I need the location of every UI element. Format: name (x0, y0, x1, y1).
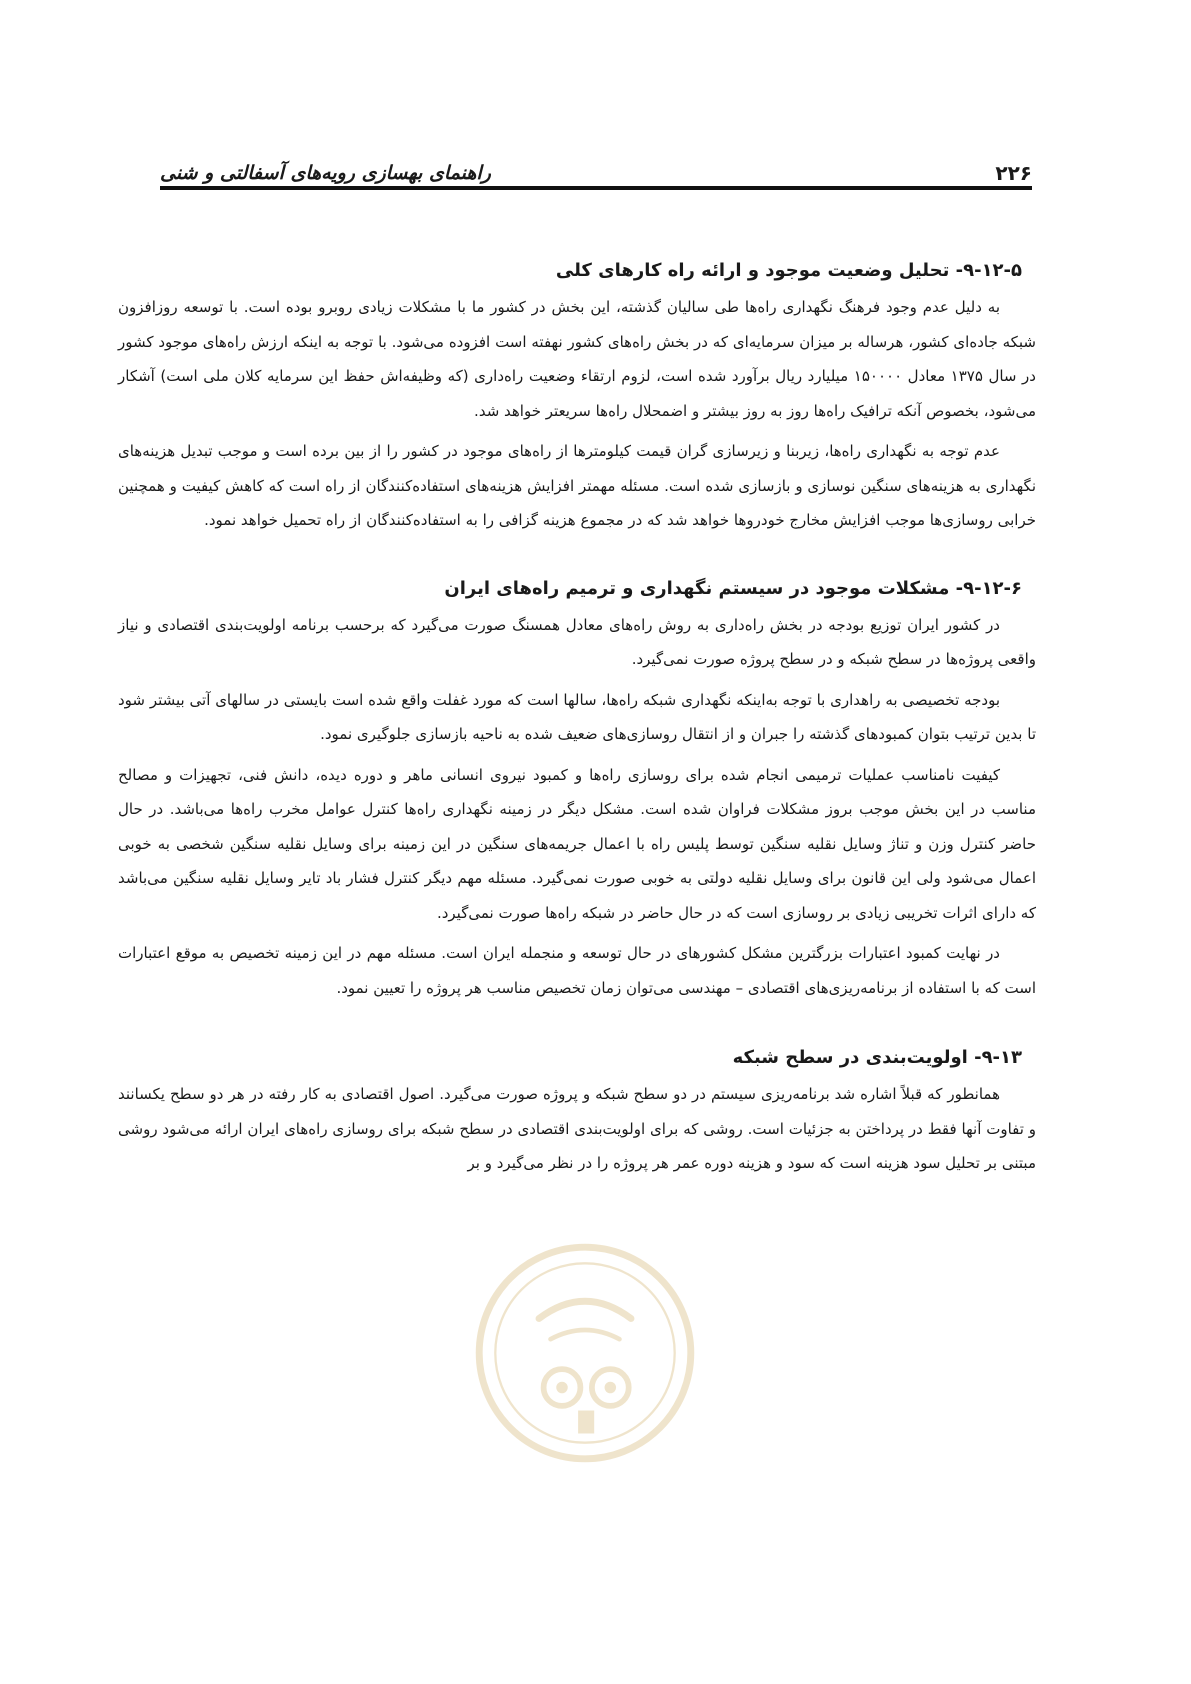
paragraph: همانطور که قبلاً اشاره شد برنامه‌ریزی سیستم در دو سطح شبکه و پروژه صورت می‌گیرد. اصول اقتصادی به کار رفته در هر دو سطح یکسانند و تفاوت آنها فقط در پرداختن به جزئیات است. روشی که برای اولویت‌بندی اقتصادی در سطح شبکه برای روسازی راه‌های ایران ارائه می‌شود روشی مبتنی بر تحلیل سود هزینه است که سود و هزینه دوره عمر هر پروژه را در نظر می‌گیرد و بر (118, 1085, 1036, 1172)
section-heading: ۹-۱۲-۵- تحلیل وضعیت موجود و ارائه راه کارهای کلی (555, 260, 1022, 281)
section-spacer (118, 544, 1036, 574)
page-body (118, 256, 1036, 1187)
header-rule (160, 186, 1032, 190)
seal-watermark-icon (470, 1238, 700, 1468)
section-spacer (118, 1011, 1036, 1043)
section-heading: ۹-۱۲-۶- مشکلات موجود در سیستم نگهداری و ترمیم راه‌های ایران (444, 577, 1022, 599)
paragraph: کیفیت نامناسب عملیات ترمیمی انجام شده برای روسازی راه‌ها و کمبود نیروی انسانی ماهر و دوره دیده، دانش فنی، تجهیزات و مصالح مناسب در این بخش موجب بروز مشکلات فراوان شده است. مشکل دیگر در زمینه نگهداری راه‌ها کنترل عوامل مخرب راه‌ها می‌باشد. در حال حاضر کنترل وزن و تناژ وسایل نقلیه سنگین توسط پلیس راه با اعمال جریمه‌های سنگین در این زمینه برای وسایل نقلیه سنگین شخصی به خوبی اعمال می‌شود ولی این قانون برای وسایل نقلیه دولتی به خوبی صورت نمی‌گیرد. مسئله مهم دیگر کنترل فشار باد تایر وسایل نقلیه سنگین می‌باشد که دارای اثرات تخریبی زیادی بر روسازی است که در حال حاضر در شبکه راه‌ها صورت نمی‌گیرد. (118, 765, 1036, 922)
paragraph: بودجه تخصیصی به راهداری با توجه به‌اینکه نگهداری شبکه راه‌ها، سالها است که مورد غفلت واقع شده است بایستی در سالهای آتی بیشتر شود تا بدین ترتیب بتوان کمبودهای گذشته را جبران و از انتقال روسازی‌های ضعیف شده به ناحیه بازسازی جلوگیری نمود. (118, 690, 1036, 743)
paragraph: در کشور ایران توزیع بودجه در بخش راه‌داری به روش راه‌های معادل همسنگ صورت می‌گیرد که برحسب برنامه اولویت‌بندی اقتصادی و نیاز واقعی پروژه‌ها در سطح شبکه و در سطح پروژه صورت نمی‌گیرد. (118, 615, 1036, 668)
paragraph: عدم توجه به نگهداری راه‌ها، زیربنا و زیرسازی گران قیمت کیلومترها از راه‌های موجود در کشور را از بین برده است و موجب تبدیل هزینه‌های نگهداری به هزینه‌های سنگین نوسازی و بازسازی شده است. مسئله مهمتر افزایش هزینه‌های استفاده‌کنندگان از راه است که کاهش کیفیت و همچنین خرابی روسازی‌ها موجب افزایش مخارج خودروها خواهد شد که در مجموع هزینه گزافی را به استفاده‌کنندگان از راه تحمیل خواهد نمود. (118, 442, 1036, 529)
paragraph: به دلیل عدم وجود فرهنگ نگهداری راه‌ها طی سالیان گذشته، این بخش در کشور ما با مشکلات زیادی روبرو بوده است. با توسعه روزافزون شبکه جاده‌ای کشور، هرساله بر میزان سرمایه‌ای که در بخش راه‌های کشور نهفته است افزوده می‌شود. با توجه به اینکه ارزش راه‌های موجود کشور در سال ۱۳۷۵ معادل ۱۵۰۰۰۰ میلیارد ریال برآورد شده است، لزوم ارتقاء وضعیت راه‌داری (که وظیفه‌اش حفظ این سرمایه کلان ملی است) آشکار می‌شود، بخصوص آنکه ترافیک راه‌ها روز به روز بیشتر و اضمحلال راه‌ها سریعتر خواهد شد. (118, 298, 1036, 420)
running-title: راهنمای بهسازی رویه‌های آسفالتی و شنی (160, 162, 491, 184)
page-header (160, 150, 1032, 186)
section-heading: ۹-۱۳- اولویت‌بندی در سطح شبکه (732, 1047, 1022, 1068)
paragraph: در نهایت کمبود اعتبارات بزرگترین مشکل کشورهای در حال توسعه و منجمله ایران است. مسئله مهم در این زمینه تخصیص به موقع اعتبارات است که با استفاده از برنامه‌ریزی‌های اقتصادی – مهندسی می‌توان زمان تخصیص مناسب هر پروژه را تعیین نمود. (118, 944, 1036, 997)
page-number: ۲۲۶ (995, 161, 1032, 185)
